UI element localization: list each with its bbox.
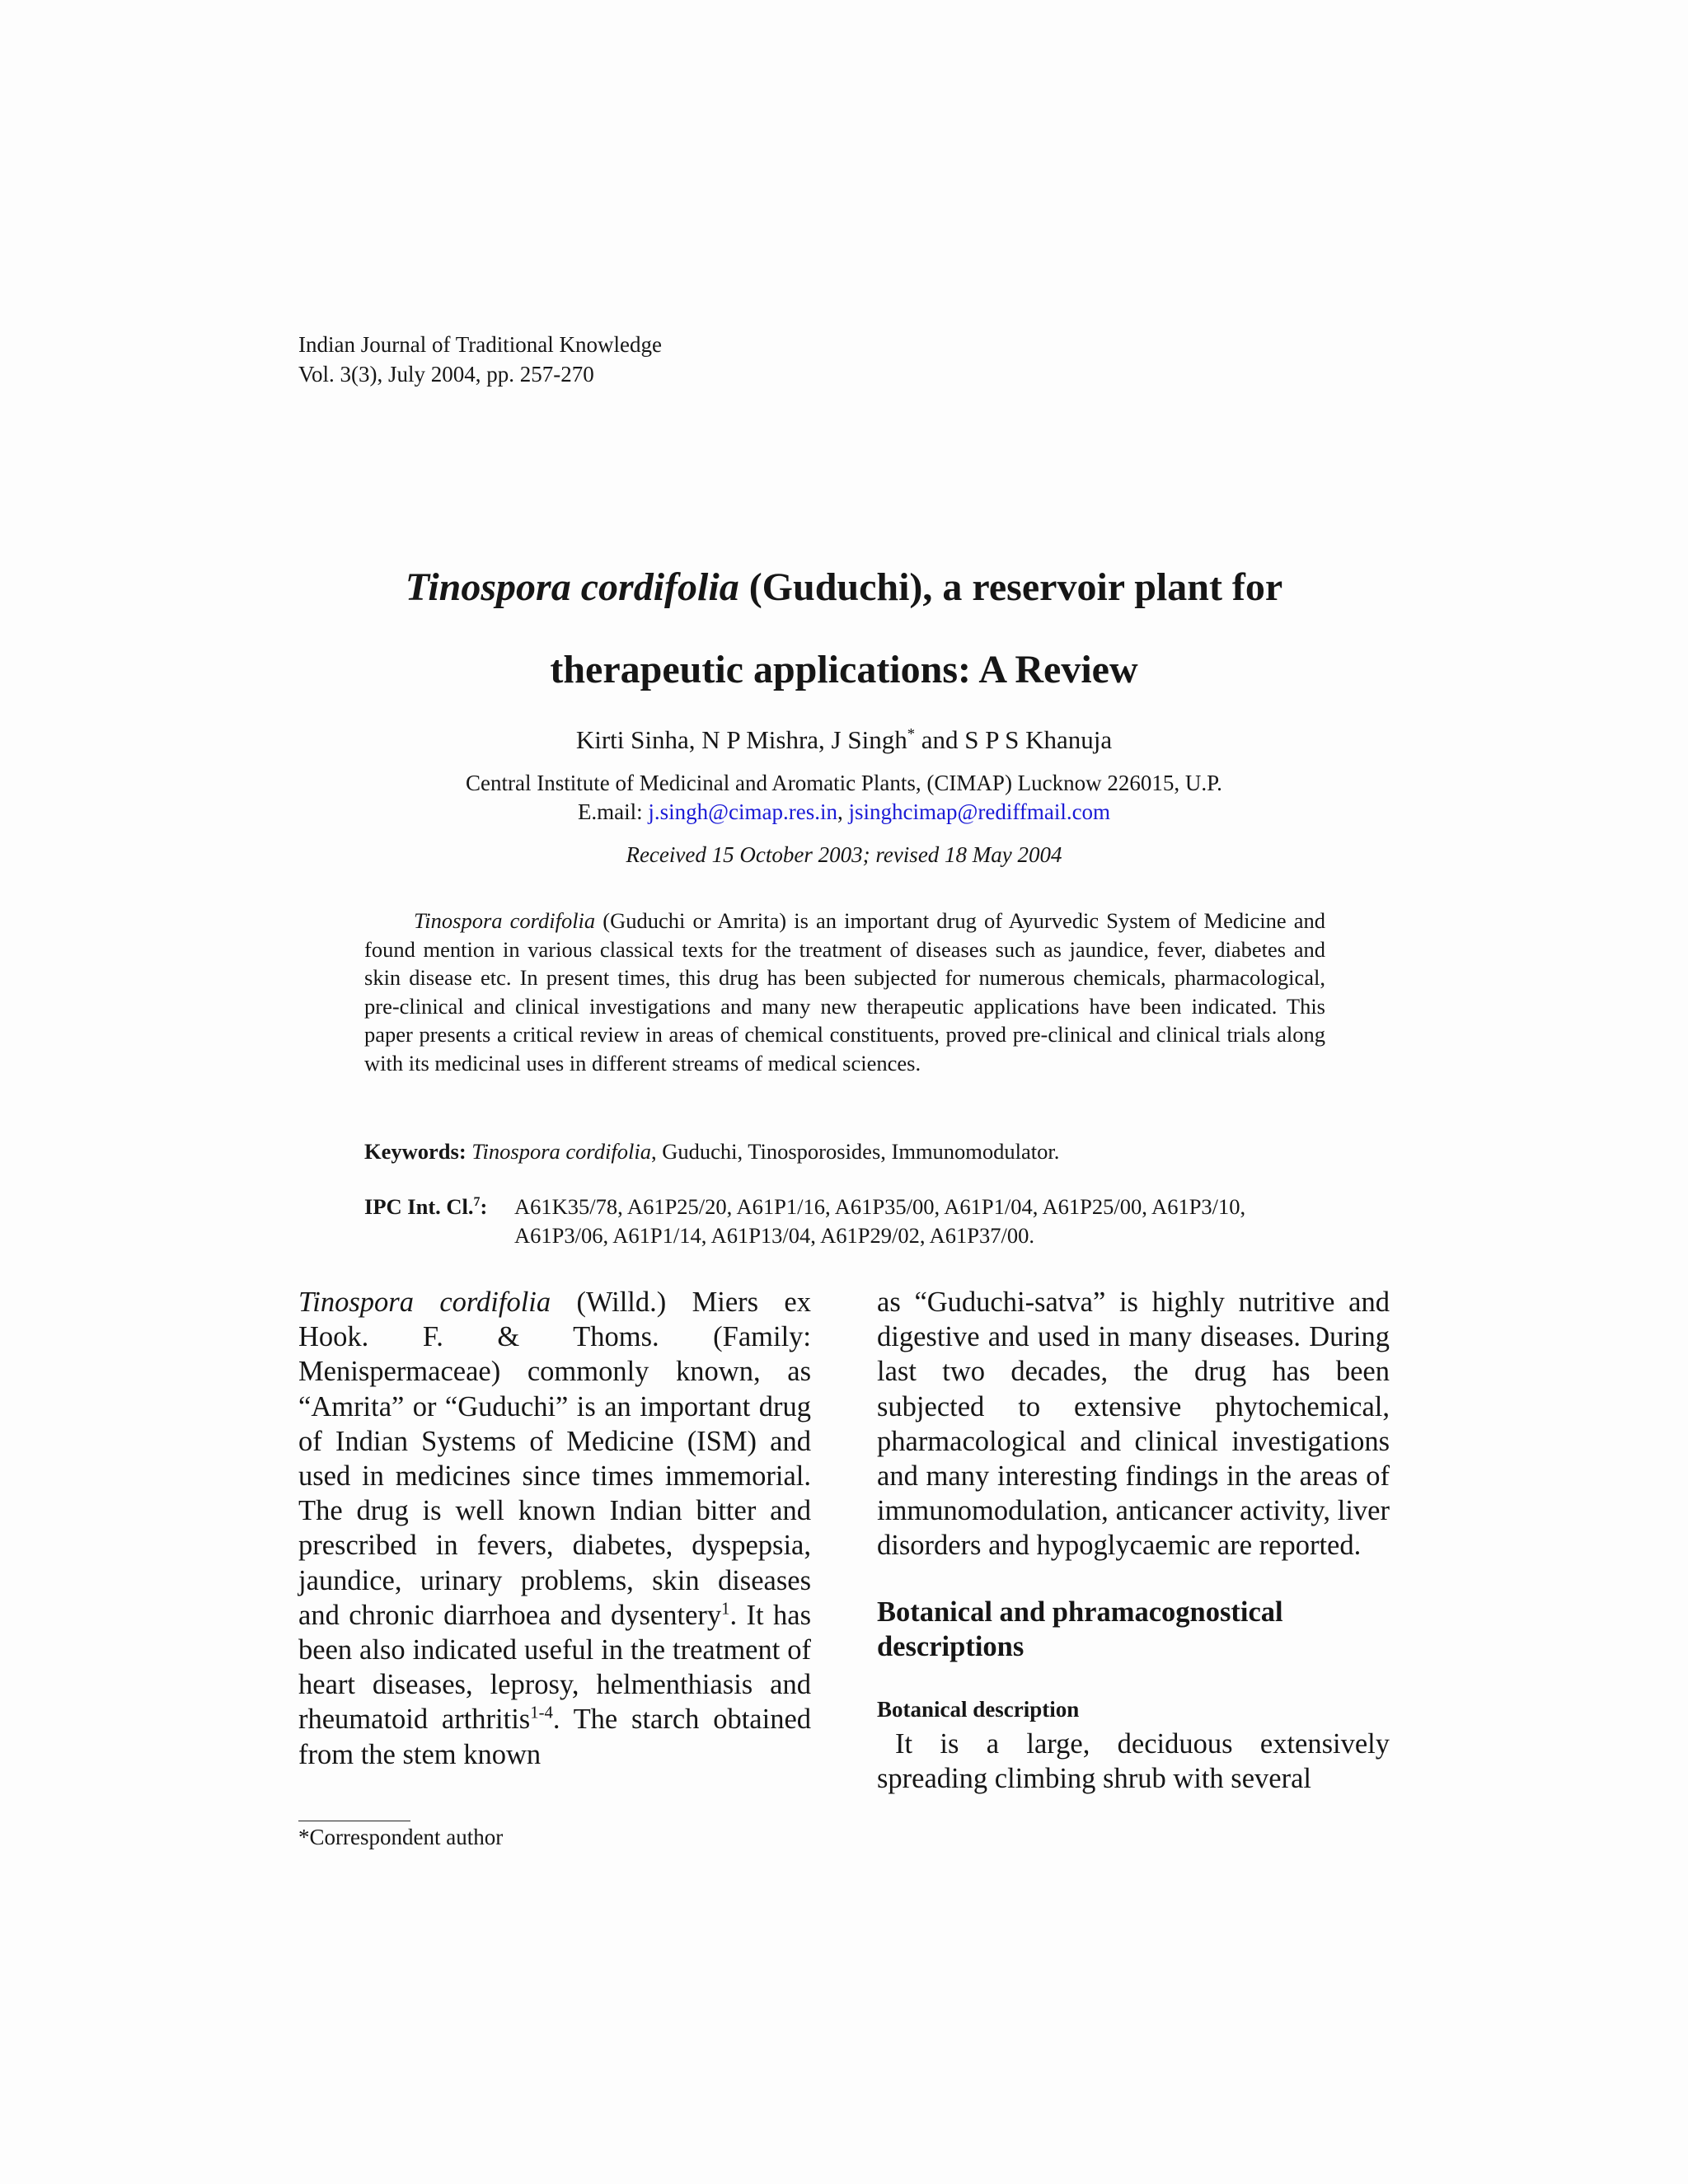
ipc-line1	[364, 1193, 1396, 1221]
intro-part1: (Willd.) Miers ex Hook. F. & Thoms. (Family: Menispermaceae) commonly known, as “Amrita” or “Guduchi” is an important drug of Indian Systems of Medicine (ISM) and used in medicines since times immemorial. The drug is well known Indian bitter and prescribed in fevers, diabetes, dyspepsia, jaundice, urinary problems, skin diseases and chronic diarrhoea and dysentery	[298, 1286, 811, 1631]
ipc-label	[364, 1193, 514, 1221]
subsection-heading: Botanical description	[877, 1697, 1080, 1722]
paper-title-line1	[0, 565, 1688, 610]
keywords-label: Keywords:	[364, 1139, 472, 1164]
keywords-rest: , Guduchi, Tinosporosides, Immunomodulator.	[650, 1139, 1060, 1164]
footnote: *Correspondent author	[298, 1825, 504, 1849]
ipc-codes-2: A61P3/06, A61P1/14, A61P13/04, A61P29/02, A61P37/00.	[514, 1222, 1034, 1248]
journal-name: Indian Journal of Traditional Knowledge	[298, 332, 662, 357]
body-column-right	[877, 1285, 1390, 1797]
body-column-left	[298, 1285, 811, 1772]
paper-title-line2: therapeutic applications: A Review	[550, 648, 1138, 691]
journal-volume: Vol. 3(3), July 2004, pp. 257-270	[298, 362, 594, 387]
intro-part3: . The starch obtained from the stem known	[298, 1704, 812, 1770]
author-list	[0, 725, 1688, 755]
reference-1-4: 1-4	[530, 1704, 553, 1722]
title-species: Tinospora cordifolia	[405, 565, 739, 609]
email-link-1[interactable]: j.singh@cimap.res.in	[648, 799, 838, 824]
corresponding-mark: *	[907, 725, 916, 743]
authors-part2: and S P S Khanuja	[915, 725, 1113, 754]
received-dates: Received 15 October 2003; revised 18 May 2004	[626, 842, 1062, 867]
email-label: E.mail:	[577, 799, 649, 824]
keywords	[364, 1139, 1059, 1165]
affiliation-institute: Central Institute of Medicinal and Aromatic Plants, (CIMAP) Lucknow 226015, U.P.	[466, 771, 1222, 795]
ipc-label-text: IPC Int. Cl.	[364, 1194, 474, 1219]
section-heading: Botanical and phramacognostical descriptions	[877, 1596, 1283, 1662]
abstract-text: (Guduchi or Amrita) is an important drug of Ayurvedic System of Medicine and found mention in various classical texts for the treatment of diseases such as jaundice, fever, diabetes and skin disease etc. In present times, this drug has been subjected for numerous chemicals, pharmacological, pre-clinical and clinical investigations and many new therapeutic applications have been indicated. This paper presents a critical review in areas of chemical constituents, proved pre-clinical and clinical trials along with its medicinal uses in different streams of medical sciences.	[364, 908, 1325, 1076]
intro-continued: as “Guduchi-satva” is highly nutritive and digestive and used in many diseases. During last two decades, the drug has been subjected to extensive phytochemical, pharmacological and clinical investigations and many interesting findings in the areas of immunomodulation, anticancer activity, liver disorders and hypoglycaemic are reported.	[877, 1286, 1390, 1562]
abstract-species: Tinospora cordifolia	[414, 908, 596, 933]
ipc-codes-1: A61K35/78, A61P25/20, A61P1/16, A61P35/00, A61P1/04, A61P25/00, A61P3/10,	[514, 1194, 1246, 1219]
keywords-species: Tinospora cordifolia	[471, 1139, 651, 1164]
journal-header	[298, 330, 662, 389]
affiliation-email	[0, 798, 1688, 827]
title-line1-rest: (Guduchi), a reservoir plant for	[738, 565, 1283, 609]
abstract	[364, 907, 1325, 1077]
reference-1: 1	[721, 1600, 730, 1619]
ipc-label-sup: 7	[473, 1195, 481, 1210]
authors-part1: Kirti Sinha, N P Mishra, J Singh	[575, 725, 907, 754]
intro-species: Tinospora cordifolia	[298, 1286, 551, 1318]
email-link-2[interactable]: jsinghcimap@rediffmail.com	[848, 799, 1111, 824]
email-separator: ,	[837, 799, 849, 824]
ipc-label-colon: :	[480, 1194, 488, 1219]
affiliation	[0, 769, 1688, 827]
ipc-classification	[364, 1193, 1396, 1249]
intro-part2: . It has been also indicated useful in the treatment of heart diseases, leprosy, helmenthiasis and rheumatoid arthritis	[298, 1599, 811, 1736]
botanical-paragraph: It is a large, deciduous extensively spreading climbing shrub with several	[877, 1728, 1390, 1795]
